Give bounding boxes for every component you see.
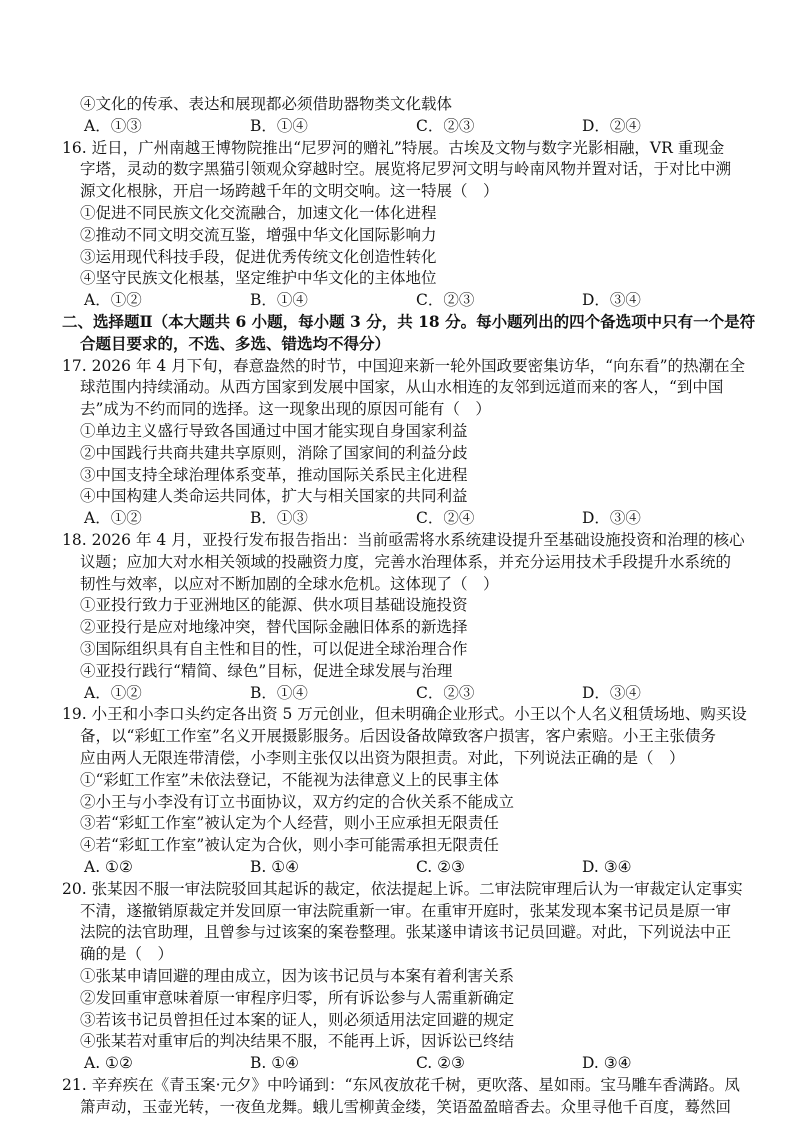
question-text-line (0, 485, 800, 507)
line-text: 不清，遂撤销原裁定并发回原一审法院重新一审。在重审开庭时，张某发现本案书记员是原一审 (80, 901, 732, 920)
line-text: ④文化的传承、表达和展现都必须借助器物类文化载体 (80, 95, 453, 113)
question-text-line (0, 1074, 800, 1096)
question-text-line (0, 900, 800, 922)
question-text-line (0, 551, 800, 573)
line-text: ④亚投行践行“精简、绿色”目标，促进全球发展与治理 (80, 661, 453, 680)
answer-option-a: A．①② (84, 683, 142, 702)
answer-option-c: C. ②③ (416, 858, 465, 876)
question-text-line (0, 791, 800, 813)
answer-options-row (0, 115, 800, 137)
question-text-line (0, 1009, 800, 1031)
line-text: 去”成为不约而同的选择。这一现象出现的原因可能有（ ） (80, 400, 491, 419)
answer-options-row (0, 507, 800, 529)
line-text: ②中国践行共商共建共享原则，消除了国家间的利益分歧 (80, 443, 468, 462)
answer-option-a: A. ①② (84, 858, 133, 876)
question-text-line (0, 158, 800, 180)
question-text-line (0, 137, 800, 159)
answer-option-d: D. ③④ (582, 1054, 632, 1073)
answer-option-c: C．②④ (416, 509, 475, 528)
question-text-line (0, 812, 800, 834)
answer-option-b: B．①④ (250, 683, 308, 702)
question-text-line (0, 594, 800, 616)
question-text-line (0, 878, 800, 900)
line-text: 应由两人无限连带清偿，小李则主张仅以出资为限担责。对此，下列说法正确的是（ ） (80, 749, 685, 767)
line-text: 19. 小王和小李口头约定各出资 5 万元创业，但未明确企业形式。小王以个人名义租赁场地、购买设 (62, 705, 747, 724)
answer-option-a: A．①③ (84, 116, 142, 135)
question-text-line (0, 224, 800, 246)
question-text-line (0, 180, 800, 202)
answer-option-b: B. ①④ (250, 1054, 300, 1073)
answer-option-b: B．①④ (250, 116, 308, 135)
line-text: 箫声动，玉壶光转，一夜鱼龙舞。蛾儿雪柳黄金缕，笑语盈盈暗香去。众里寻他千百度，蓦然回 (80, 1097, 732, 1116)
line-text: 20. 张某因不服一审法院驳回其起诉的裁定，依法提起上诉。二审法院审理后认为一审裁定认定事实 (62, 879, 743, 898)
line-text: 17. 2026 年 4 月下旬，春意盎然的时节，中国迎来新一轮外国政要密集访华，“向东看”的热潮在全 (62, 356, 746, 375)
question-text-line (0, 616, 800, 638)
answer-option-a: A．①② (84, 509, 142, 528)
line-text: ④张某若对重审后的判决结果不服，不能再上诉，因诉讼已终结 (80, 1032, 515, 1051)
line-text: ②小王与小李没有订立书面协议，双方约定的合伙关系不能成立 (80, 792, 515, 811)
answer-option-a: A．①② (84, 291, 142, 310)
answer-option-c: C. ②③ (416, 1054, 465, 1073)
line-text: 合题目要求的，不选、多选、错选均不得分） (80, 333, 391, 353)
line-text: ④坚守民族文化根基，坚定维护中华文化的主体地位 (80, 269, 437, 288)
line-text: ③运用现代科技手段，促进优秀传统文化创造性转化 (80, 247, 437, 266)
question-text-line (0, 464, 800, 486)
line-text: ②发回重审意味着原一审程序归零，所有诉讼参与人需重新确定 (80, 988, 515, 1007)
question-text-line (0, 376, 800, 398)
answer-option-d: D．③④ (582, 509, 641, 528)
answer-option-b: B. ①④ (250, 858, 300, 876)
question-text-line (0, 703, 800, 725)
question-text-line (0, 943, 800, 965)
question-text-line (0, 246, 800, 268)
section-heading-line (0, 311, 800, 333)
line-text: ③若“彩虹工作室”被认定为个人经营，则小王应承担无限责任 (80, 814, 499, 833)
question-text-line (0, 921, 800, 943)
question-text-line (0, 747, 800, 769)
question-text-line (0, 355, 800, 377)
question-text-line (0, 1030, 800, 1052)
question-text-line (0, 529, 800, 551)
answer-options-row (0, 856, 800, 878)
question-text-line (0, 660, 800, 682)
line-text: 二、选择题Ⅱ（本大题共 6 小题，每小题 3 分，共 18 分。每小题列出的四个备选项中只有一个是符 (62, 312, 756, 331)
line-text: ④若“彩虹工作室”被认定为合伙，则小李可能需承担无限责任 (80, 836, 499, 855)
answer-option-c: C．②③ (416, 291, 475, 310)
question-text-line (0, 267, 800, 289)
line-text: ①张某申请回避的理由成立，因为该书记员与本案有着利害关系 (80, 967, 515, 985)
answer-option-b: B．①③ (250, 509, 308, 528)
line-text: ①促进不同民族文化交流融合，加速文化一体化进程 (80, 204, 437, 222)
question-text-line (0, 769, 800, 791)
question-text-line (0, 725, 800, 747)
section-heading-line (0, 333, 800, 355)
line-text: ④中国构建人类命运共同体，扩大与相关国家的共同利益 (80, 487, 468, 506)
answer-option-a: A. ①② (84, 1054, 133, 1073)
line-text: 韧性与效率，以应对不断加剧的全球水危机。这体现了（ ） (80, 574, 499, 593)
answer-option-d: D．③④ (582, 291, 641, 310)
line-text: 议题；应加大对水相关领域的投融资力度，完善水治理体系，并充分运用技术手段提升水系统的 (80, 552, 732, 571)
question-text-line (0, 987, 800, 1009)
question-text-line (0, 965, 800, 987)
line-text: ①亚投行致力于亚洲地区的能源、供水项目基础设施投资 (80, 596, 468, 615)
question-text-line (0, 420, 800, 442)
answer-option-c: C．②③ (416, 116, 475, 135)
question-text-line (0, 398, 800, 420)
question-text-line (0, 834, 800, 856)
answer-option-c: C．②③ (416, 683, 475, 702)
question-text-line (0, 1096, 800, 1118)
line-text: 确的是（ ） (80, 945, 174, 964)
line-text: 字塔，灵动的数字黑猫引领观众穿越时空。展览将尼罗河文明与岭南风物并置对话，于对比中溯 (80, 160, 732, 179)
answer-options-row (0, 1052, 800, 1074)
answer-option-d: D．②④ (582, 116, 641, 135)
line-text: ①“彩虹工作室”未依法登记，不能视为法律意义上的民事主体 (80, 770, 499, 789)
line-text: 21. 辛弃疾在《青玉案·元夕》中吟诵到：“东风夜放花千树，更吹落、星如雨。宝马雕车香满路。凤 (62, 1076, 740, 1094)
question-text-line (0, 93, 800, 115)
line-text: ③中国支持全球治理体系变革，推动国际关系民主化进程 (80, 465, 468, 484)
line-text: 源文化根脉，开启一场跨越千年的文明交响。这一特展（ ） (80, 182, 499, 201)
line-text: ①单边主义盛行导致各国通过中国才能实现自身国家利益 (80, 422, 468, 440)
line-text: 法院的法官助理，且曾参与过该案的案卷整理。张某遂申请该书记员回避。对此，下列说法中正 (80, 923, 732, 942)
question-text-line (0, 573, 800, 595)
line-text: ②亚投行是应对地缘冲突，替代国际金融旧体系的新选择 (80, 618, 468, 637)
line-text: ③国际组织具有自主性和目的性，可以促进全球治理合作 (80, 640, 468, 658)
line-text: ③若该书记员曾担任过本案的证人，则必须适用法定回避的规定 (80, 1010, 515, 1029)
answer-options-row (0, 682, 800, 704)
question-text-line (0, 442, 800, 464)
line-text: 球范围内持续涌动。从西方国家到发展中国家，从山水相连的友邻到远道而来的客人，“到中国 (80, 378, 724, 397)
line-text: 备，以“彩虹工作室”名义开展摄影服务。后因设备故障致客户损害，客户索赔。小王主张债务 (80, 727, 716, 746)
line-text: 16. 近日，广州南越王博物院推出“尼罗河的赠礼”特展。古埃及文物与数字光影相融，VR 重现金 (62, 138, 725, 157)
question-text-line (0, 202, 800, 224)
answer-option-d: D．③④ (582, 683, 641, 702)
question-text-line (0, 638, 800, 660)
answer-option-b: B．①④ (250, 291, 308, 310)
answer-options-row (0, 289, 800, 311)
line-text: ②推动不同文明交流互鉴，增强中华文化国际影响力 (80, 225, 437, 244)
line-text: 18. 2026 年 4 月，亚投行发布报告指出：当前亟需将水系统建设提升至基础设施投资和治理的核心 (62, 531, 745, 549)
answer-option-d: D. ③④ (582, 858, 632, 876)
